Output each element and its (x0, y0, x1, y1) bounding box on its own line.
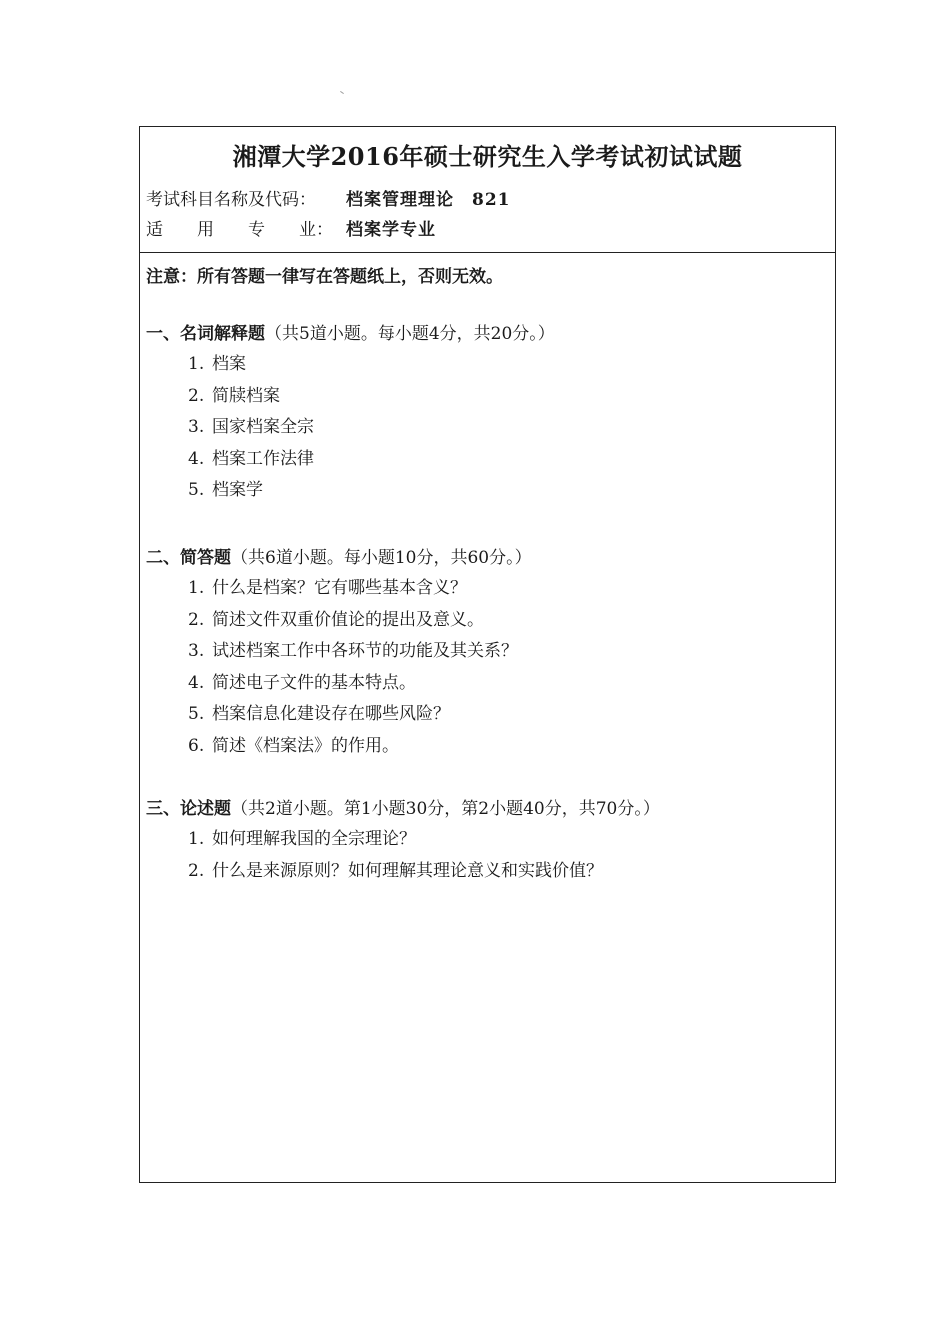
scan-mark (340, 91, 344, 94)
question-text: 什么是档案？它有哪些基本含义？ (212, 578, 467, 598)
question-number: 1. (188, 578, 205, 598)
question-number: 4. (188, 448, 205, 469)
question-text: 简述电子文件的基本特点。 (212, 672, 416, 693)
question-text: 简述《档案法》的作用。 (212, 735, 399, 756)
question-item (188, 824, 660, 856)
section-desc: （共2道小题。第1小题30分，第2小题40分，共70分。） (231, 799, 660, 819)
question-text: 简牍档案 (212, 385, 280, 406)
question-number: 1. (188, 829, 205, 849)
question-item (188, 636, 532, 668)
exam-frame (139, 126, 836, 1183)
section-3 (146, 794, 660, 887)
question-text: 档案 (212, 354, 246, 374)
section-title (146, 319, 555, 349)
question-number: 5. (188, 704, 205, 724)
question-item (188, 475, 555, 507)
question-text: 什么是来源原则？如何理解其理论意义和实践价值？ (212, 860, 603, 881)
question-number: 2. (188, 385, 205, 406)
question-item (188, 605, 532, 637)
question-number: 4. (188, 672, 205, 693)
question-text: 试述档案工作中各环节的功能及其关系？ (212, 641, 518, 661)
question-item (188, 349, 555, 381)
question-item (188, 668, 532, 700)
major-label-char: 业： (299, 220, 333, 240)
section-2 (146, 543, 532, 762)
major-row (146, 215, 436, 240)
major-label-char: 用 (197, 220, 214, 240)
question-number: 5. (188, 480, 205, 500)
major-label (146, 215, 346, 240)
question-number: 3. (188, 417, 205, 437)
exam-header (140, 127, 835, 253)
question-text: 国家档案全宗 (212, 417, 314, 437)
question-item (188, 731, 532, 763)
section-heading: 一、名词解释题 (146, 324, 265, 344)
section-1 (146, 319, 555, 507)
major-value: 档案学专业 (346, 220, 436, 240)
question-item (188, 412, 555, 444)
question-item (188, 381, 555, 413)
question-number: 1. (188, 354, 205, 374)
subject-value: 档案管理理论 821 (346, 190, 511, 210)
notice: 注意：所有答题一律写在答题纸上，否则无效。 (146, 267, 503, 287)
question-text: 简述文件双重价值论的提出及意义。 (212, 609, 484, 630)
subject-label: 考试科目名称及代码： (146, 190, 316, 210)
question-item (188, 856, 660, 888)
section-desc: （共5道小题。每小题4分，共20分。） (265, 324, 555, 344)
section-desc: （共6道小题。每小题10分，共60分。） (231, 548, 532, 568)
question-text: 如何理解我国的全宗理论？ (212, 829, 416, 849)
section-title (146, 543, 532, 573)
major-label-char: 适 (146, 220, 163, 240)
question-number: 6. (188, 735, 205, 756)
question-number: 2. (188, 860, 205, 881)
section-heading: 二、简答题 (146, 548, 231, 568)
section-heading: 三、论述题 (146, 799, 231, 819)
question-text: 档案信息化建设存在哪些风险？ (212, 704, 450, 724)
question-item (188, 573, 532, 605)
question-text: 档案学 (212, 480, 263, 500)
exam-title: 湘潭大学2016年硕士研究生入学考试初试试题 (232, 142, 743, 171)
question-item (188, 699, 532, 731)
major-label-char: 专 (248, 220, 265, 240)
question-number: 2. (188, 609, 205, 630)
subject-row (146, 185, 511, 210)
question-text: 档案工作法律 (212, 448, 314, 469)
question-number: 3. (188, 641, 205, 661)
section-title (146, 794, 660, 824)
question-item (188, 444, 555, 476)
